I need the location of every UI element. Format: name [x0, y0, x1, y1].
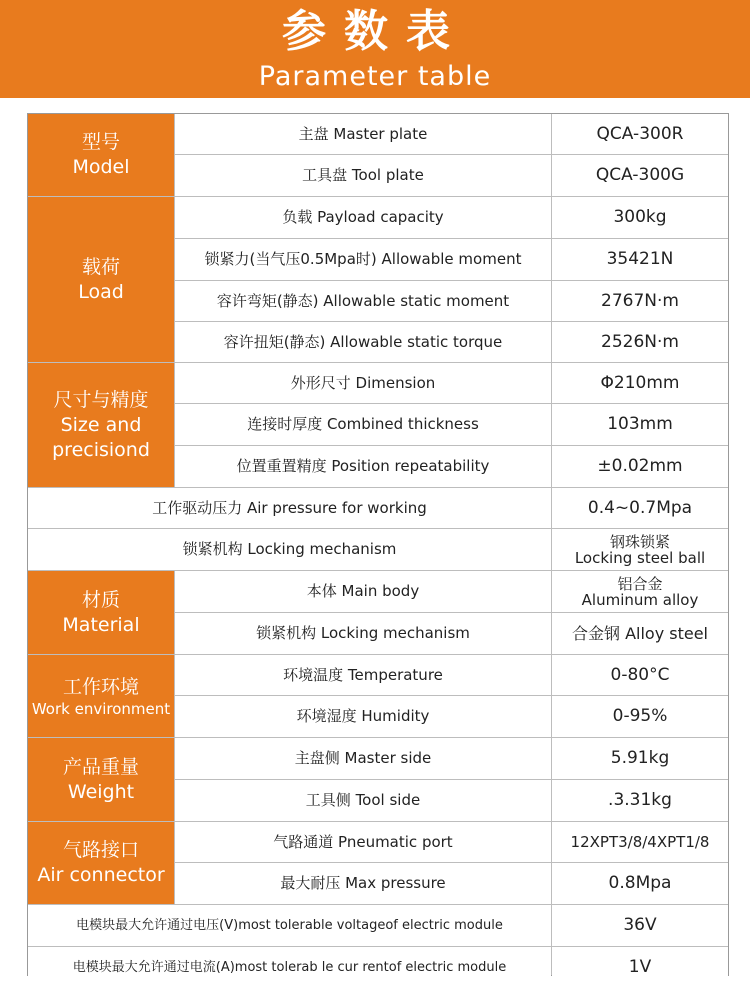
param-label: 锁紧机构 Locking mechanism — [28, 529, 551, 570]
param-value: QCA-300G — [552, 155, 728, 196]
group-label-cn: 尺寸与精度 — [53, 388, 149, 411]
param-value: QCA-300R — [552, 114, 728, 154]
param-value: .3.31kg — [552, 780, 728, 821]
page-title-cn: 参数表 — [282, 6, 468, 57]
group-label-cn: 气路接口 — [62, 839, 139, 861]
param-label: 主盘 Master plate — [175, 114, 551, 154]
group-work-environment — [28, 655, 174, 737]
param-value-cn: 钢珠锁紧 — [609, 532, 670, 551]
param-value: 35421N — [552, 239, 728, 280]
group-weight — [28, 738, 174, 821]
param-label: 容许弯矩(静态) Allowable static moment — [175, 281, 551, 321]
param-value: 36V — [552, 905, 728, 946]
group-label-en: precisiond — [52, 438, 150, 461]
param-label: 连接时厚度 Combined thickness — [175, 404, 551, 445]
page-title-en: Parameter table — [258, 61, 492, 92]
param-label: 气路通道 Pneumatic port — [175, 822, 551, 862]
group-load — [28, 197, 174, 362]
group-label-en: Model — [72, 156, 130, 178]
param-label: 最大耐压 Max pressure — [175, 863, 551, 904]
param-label: 容许扭矩(静态) Allowable static torque — [175, 322, 551, 362]
param-label: 工具侧 Tool side — [175, 780, 551, 821]
group-material — [28, 571, 174, 654]
param-label: 主盘侧 Master side — [175, 738, 551, 779]
param-label: 电模块最大允许通过电流(A)most tolerab le cur rentof electric module — [28, 947, 551, 988]
param-value-en: Locking steel ball — [574, 548, 706, 567]
group-label-cn: 材质 — [81, 588, 120, 611]
param-value-en: Aluminum alloy — [581, 590, 699, 609]
param-value: ±0.02mm — [552, 446, 728, 487]
group-label-en: Work environment — [31, 699, 171, 718]
param-label: 电模块最大允许通过电压(V)most tolerable voltageof electric module — [28, 905, 551, 946]
param-label: 环境温度 Temperature — [175, 655, 551, 695]
param-value: 0.4~0.7Mpa — [552, 488, 728, 528]
group-label-en: Air connector — [37, 864, 165, 886]
group-size-precision — [28, 363, 174, 487]
param-label: 锁紧机构 Locking mechanism — [175, 613, 551, 654]
param-value: Φ210mm — [552, 363, 728, 403]
param-label: 工具盘 Tool plate — [175, 155, 551, 196]
param-label: 位置重置精度 Position repeatability — [175, 446, 551, 487]
group-air-connector — [28, 822, 174, 904]
group-label-en: Load — [78, 280, 124, 303]
param-label: 锁紧力(当气压0.5Mpa时) Allowable moment — [175, 239, 551, 280]
group-label-cn: 工作环境 — [62, 675, 139, 698]
group-model — [28, 114, 174, 196]
group-label-cn: 载荷 — [81, 255, 120, 278]
param-label: 外形尺寸 Dimension — [175, 363, 551, 403]
header-banner — [0, 0, 750, 98]
param-value: 2526N·m — [552, 322, 728, 362]
param-value-cn: 铝合金 — [617, 574, 663, 593]
param-value: 合金钢 Alloy steel — [552, 613, 728, 654]
param-value: 1V — [552, 947, 728, 988]
parameter-table — [27, 113, 729, 976]
group-label-cn: 型号 — [81, 131, 120, 153]
group-label-cn: 产品重量 — [62, 755, 139, 778]
group-label-en: Weight — [67, 780, 135, 803]
param-value: 0.8Mpa — [552, 863, 728, 904]
group-label-en: Size and — [60, 413, 142, 436]
param-label: 工作驱动压力 Air pressure for working — [28, 488, 551, 528]
param-value: 0-80°C — [552, 655, 728, 695]
param-value — [552, 529, 728, 570]
param-value: 103mm — [552, 404, 728, 445]
param-label: 负载 Payload capacity — [175, 197, 551, 238]
param-value: 0-95% — [552, 696, 728, 737]
param-label: 环境湿度 Humidity — [175, 696, 551, 737]
param-value: 300kg — [552, 197, 728, 238]
param-value — [552, 571, 728, 612]
group-label-en: Material — [62, 613, 140, 636]
param-value: 2767N·m — [552, 281, 728, 321]
param-label: 本体 Main body — [175, 571, 551, 612]
param-value: 12XPT3/8/4XPT1/8 — [552, 822, 728, 862]
param-value: 5.91kg — [552, 738, 728, 779]
